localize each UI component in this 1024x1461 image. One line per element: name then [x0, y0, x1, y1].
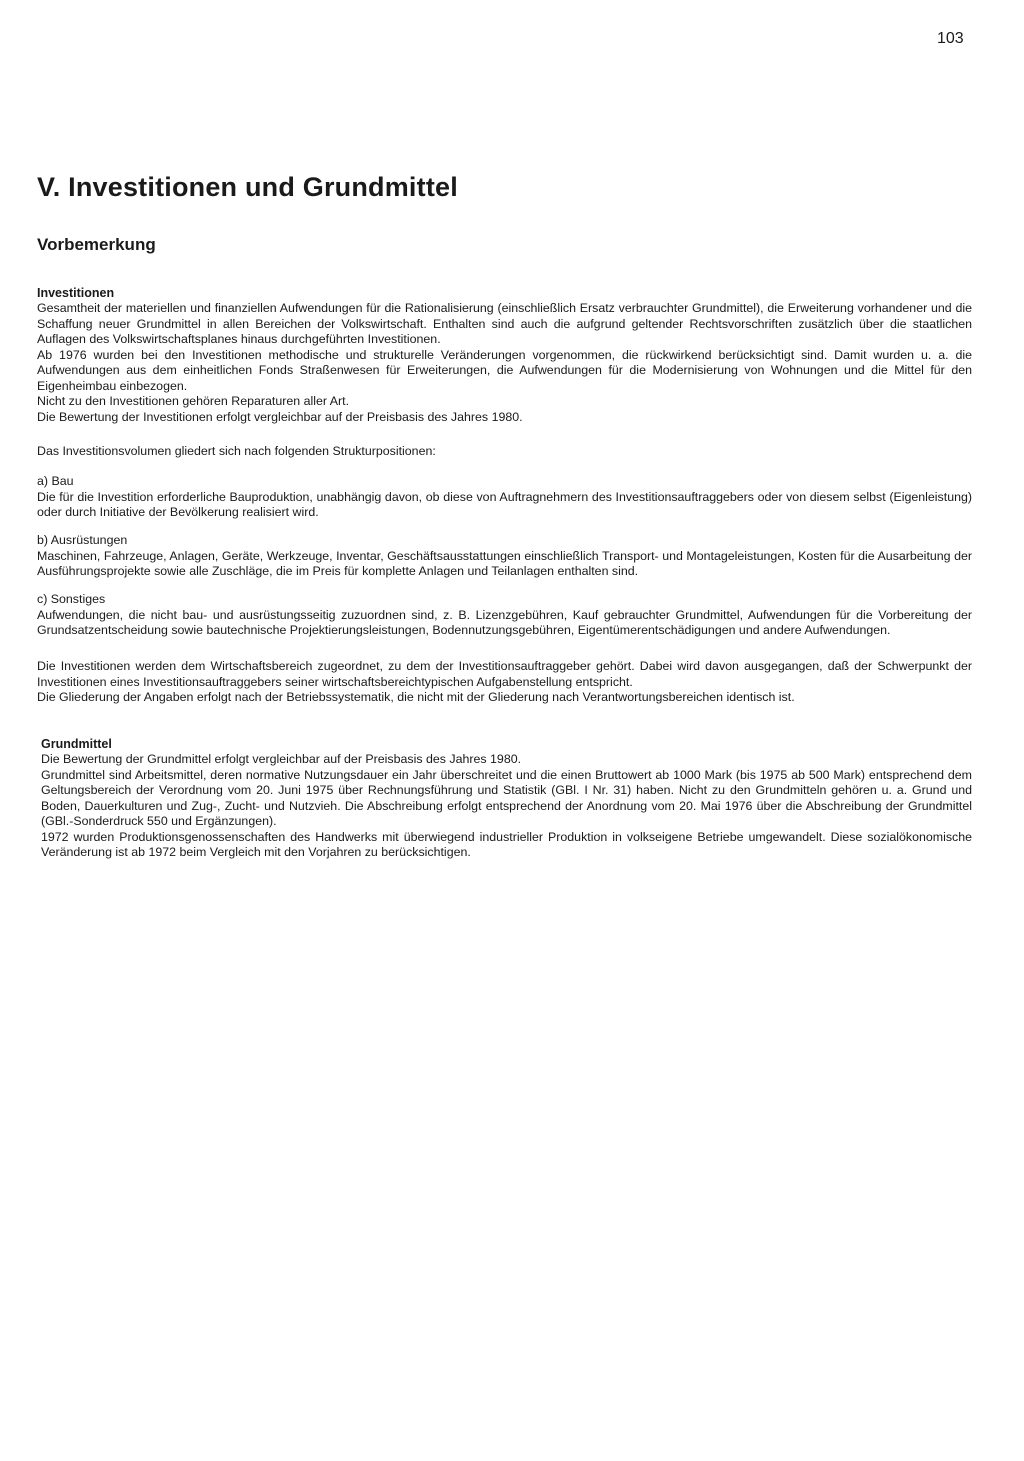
paragraph: 1972 wurden Produktionsgenossenschaften des Handwerks mit überwiegend industrieller Produktion in volkseigene Betriebe umgewandelt. Diese sozialökonomische Veränderung ist ab 1972 beim Vergleich mit den Vorjahren zu berücksichtigen. [41, 829, 972, 859]
heading-investitionen: Investitionen [37, 286, 115, 300]
heading-grundmittel: Grundmittel [41, 737, 112, 751]
paragraph: Gesamtheit der materiellen und finanziellen Aufwendungen für die Rationalisierung (einschließlich Ersatz verbrauchter Grundmittel), die Erweiterung vorhandener und die Schaffung neuer Grundmittel in allen Bereichen der Volkswirtschaft. Enthalten sind auch die aufgrund geltender Rechtsvorschriften zusätzlich über die staatlichen Auflagen des Volkswirtschaftsplanes hinaus durchgeführten Investitionen. [37, 301, 972, 346]
list-item-label: b) Ausrüstungen [37, 533, 128, 547]
page-number: 103 [937, 30, 964, 47]
list-item-sonstiges [37, 592, 972, 639]
paragraph: Grundmittel sind Arbeitsmittel, deren normative Nutzungsdauer ein Jahr überschreitet und die einen Bruttowert ab 1000 Mark (bis 1975 ab 500 Mark) entsprechend dem Geltungsbereich der Verordnung vom 20. Juni 1975 über Rechnungsführung und Statistik (GBl. I Nr. 31) haben. Nicht zu den Grundmitteln gehören u. a. Grund und Boden, Dauerkulturen und Zug-, Zucht- und Nutzvieh. Die Abschreibung erfolgt entsprechend der Anordnung vom 20. Mai 1976 über die Abschreibung der Grundmittel (GBl.-Sonderdruck 550 und Ergänzungen). [41, 767, 972, 828]
list-item-bau [37, 474, 972, 521]
section-subtitle: Vorbemerkung [37, 235, 156, 254]
list-item-text: Die für die Investition erforderliche Bauproduktion, unabhängig davon, ob diese von Auftragnehmern des Investitionsauftraggebers oder von diesem selbst (Eigenleistung) oder durch Initiative der Bevölkerung realisiert wird. [37, 489, 972, 519]
paragraph: Die Investitionen werden dem Wirtschaftsbereich zugeordnet, zu dem der Investitionsauftraggeber gehört. Dabei wird davon ausgegangen, daß der Schwerpunkt der Investitionen eines Investitionsauftraggebers seiner wirtschaftsbereichtypischen Aufgabenstellung entspricht. [37, 659, 972, 689]
investitionen-definition [37, 301, 972, 425]
list-intro [37, 444, 972, 460]
paragraph: Die Gliederung der Angaben erfolgt nach der Betriebssystematik, die nicht mit der Gliederung nach Verantwortungsbereichen identisch ist. [37, 690, 795, 704]
paragraph: Die Bewertung der Grundmittel erfolgt vergleichbar auf der Preisbasis des Jahres 1980. [41, 752, 522, 766]
grundmittel-definition [41, 752, 972, 861]
paragraph: Die Bewertung der Investitionen erfolgt vergleichbar auf der Preisbasis des Jahres 1980. [37, 409, 523, 424]
paragraph: Ab 1976 wurden bei den Investitionen methodische und strukturelle Veränderungen vorgenommen, die rückwirkend berücksichtigt sind. Damit wurden u. a. die Aufwendungen aus dem einheitlichen Fonds Straßenwesen für Erweiterungen, die Aufwendungen für die Modernisierung von Wohnungen und die Mittel für den Eigenheimbau einbezogen. [37, 347, 972, 393]
list-item-text: Aufwendungen, die nicht bau- und ausrüstungsseitig zuzuordnen sind, z. B. Lizenzgebühren, Kauf gebrauchter Grundmittel, Aufwendungen für die Vorbereitung der Grundsatzentscheidung sowie bautechnische Projektierungsleistungen, Bodennutzungsgebühren, Eigentümerentschädigungen und andere Aufwendungen. [37, 607, 972, 637]
list-item-label: a) Bau [37, 474, 74, 488]
list-item-ausruestungen [37, 533, 972, 580]
list-item-text: Maschinen, Fahrzeuge, Anlagen, Geräte, Werkzeuge, Inventar, Geschäftsausstattungen einschließlich Transport- und Montageleistungen, Kosten für die Ausarbeitung der Ausführungsprojekte sowie alle Zuschläge, die im Preis für komplette Anlagen und Teilanlagen enthalten sind. [37, 548, 972, 578]
list-item-label: c) Sonstiges [37, 592, 106, 606]
investitionen-closing [37, 659, 972, 706]
chapter-title: V. Investitionen und Grundmittel [37, 172, 458, 202]
paragraph: Nicht zu den Investitionen gehören Reparaturen aller Art. [37, 394, 350, 408]
paragraph: Das Investitionsvolumen gliedert sich nach folgenden Strukturpositionen: [37, 444, 436, 458]
